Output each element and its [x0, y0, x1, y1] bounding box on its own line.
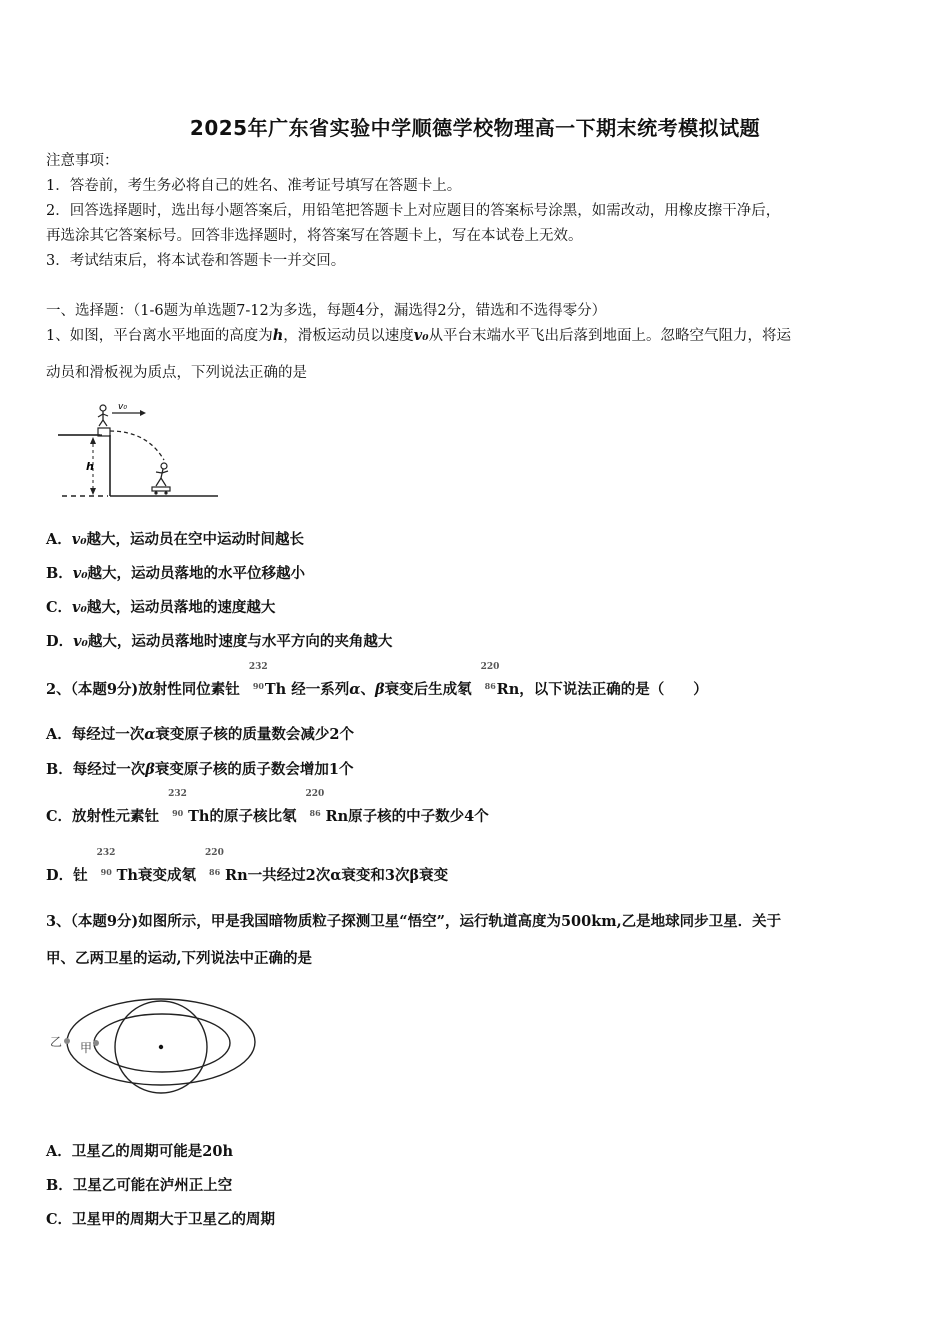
rn-nuclide-indices: 220 86	[305, 789, 325, 818]
q1-option-d[interactable]: D．v₀越大，运动员落地时速度与水平方向的夹角越大	[46, 633, 393, 650]
notice-item-3: 3．考试结束后，将本试卷和答题卡一并交回。	[46, 253, 346, 269]
th-nuclide-indices: 232 90	[248, 662, 268, 691]
earth-center	[159, 1045, 163, 1049]
q3-option-a[interactable]: A．卫星乙的周期可能是20h	[46, 1143, 233, 1160]
q1-stem-line2: 动员和滑板视为质点，下列说法正确的是	[46, 365, 307, 381]
q1-stem-line1: 1、如图，平台离水平地面的高度为h，滑板运动员以速度v₀从平台末端水平飞出后落到地面上。忽略空气阻力，将运	[46, 327, 792, 344]
fig-v0-label: v₀	[118, 402, 127, 412]
q2-option-c[interactable]: C．放射性元素钍 232 90 Th的原子核比氡 220 86 Rn原子核的中子数少4个	[46, 789, 489, 825]
satellite-jia	[93, 1040, 99, 1046]
section-heading: 一、选择题：（1-6题为单选题7-12为多选，每题4分，漏选得2分，错选和不选得零分）	[46, 303, 607, 319]
q3-option-c[interactable]: C．卫星甲的周期大于卫星乙的周期	[46, 1211, 276, 1228]
q2-option-d[interactable]: D．钍 232 90 Th衰变成氡 220 86 Rn一共经过2次α衰变和3次β衰变	[46, 848, 449, 884]
q1-option-c[interactable]: C．v₀越大，运动员落地的速度越大	[46, 599, 276, 616]
fig-jia-label: 甲	[80, 1041, 93, 1055]
q3-option-b[interactable]: B．卫星乙可能在泸州正上空	[46, 1177, 233, 1194]
th-nuclide-indices: 232 90	[96, 848, 116, 877]
q2-option-a[interactable]: A．每经过一次α衰变原子核的质量数会减少2个	[46, 726, 355, 743]
fig-yi-label: 乙	[50, 1035, 63, 1049]
th-nuclide-indices: 232 90	[168, 789, 187, 818]
q1-option-a[interactable]: A．v₀越大，运动员在空中运动时间越长	[46, 531, 305, 548]
trajectory-dashed	[110, 431, 164, 460]
orbit-jia	[94, 1014, 230, 1072]
skater-top-icon	[98, 405, 108, 426]
notice-item-2a: 2．回答选择题时，选出每小题答案后，用铅笔把答题卡上对应题目的答案标号涂黑，如需改动，用橡皮擦干净后，	[46, 203, 781, 219]
q2-option-b[interactable]: B．每经过一次β衰变原子核的质子数会增加1个	[46, 761, 354, 778]
skater-landing-icon	[152, 463, 170, 495]
rn-nuclide-indices: 220 86	[480, 662, 500, 691]
q3-stem-line2: 甲、乙两卫星的运动,下列说法中正确的是	[46, 950, 313, 967]
rn-nuclide-indices: 220 86	[205, 848, 224, 877]
notice-heading: 注意事项：	[46, 153, 119, 169]
fig-h-label: h	[86, 460, 94, 473]
satellite-yi	[64, 1038, 70, 1044]
q1-skateboard-figure	[52, 398, 222, 504]
notice-item-2b: 再选涂其它答案标号。回答非选择题时，将答案写在答题卡上，写在本试卷上无效。	[46, 228, 583, 244]
page-title: 2025年广东省实验中学顺德学校物理高一下期末统考模拟试题	[189, 116, 761, 140]
q1-option-b[interactable]: B．v₀越大，运动员落地的水平位移越小	[46, 565, 306, 582]
q2-stem: 2、（本题9分)放射性同位素钍 232 90 Th 经一系列α、β衰变后生成氡 220 86 Rn，以下说法正确的是（ ）	[46, 662, 708, 698]
notice-item-1: 1．答卷前，考生务必将自己的姓名、准考证号填写在答题卡上。	[46, 178, 462, 194]
q3-stem-line1: 3、（本题9分)如图所示，甲是我国暗物质粒子探测卫星“悟空”，运行轨道高度为500km,乙是地球同步卫星．关于	[46, 913, 782, 930]
q3-orbit-figure	[44, 992, 264, 1098]
